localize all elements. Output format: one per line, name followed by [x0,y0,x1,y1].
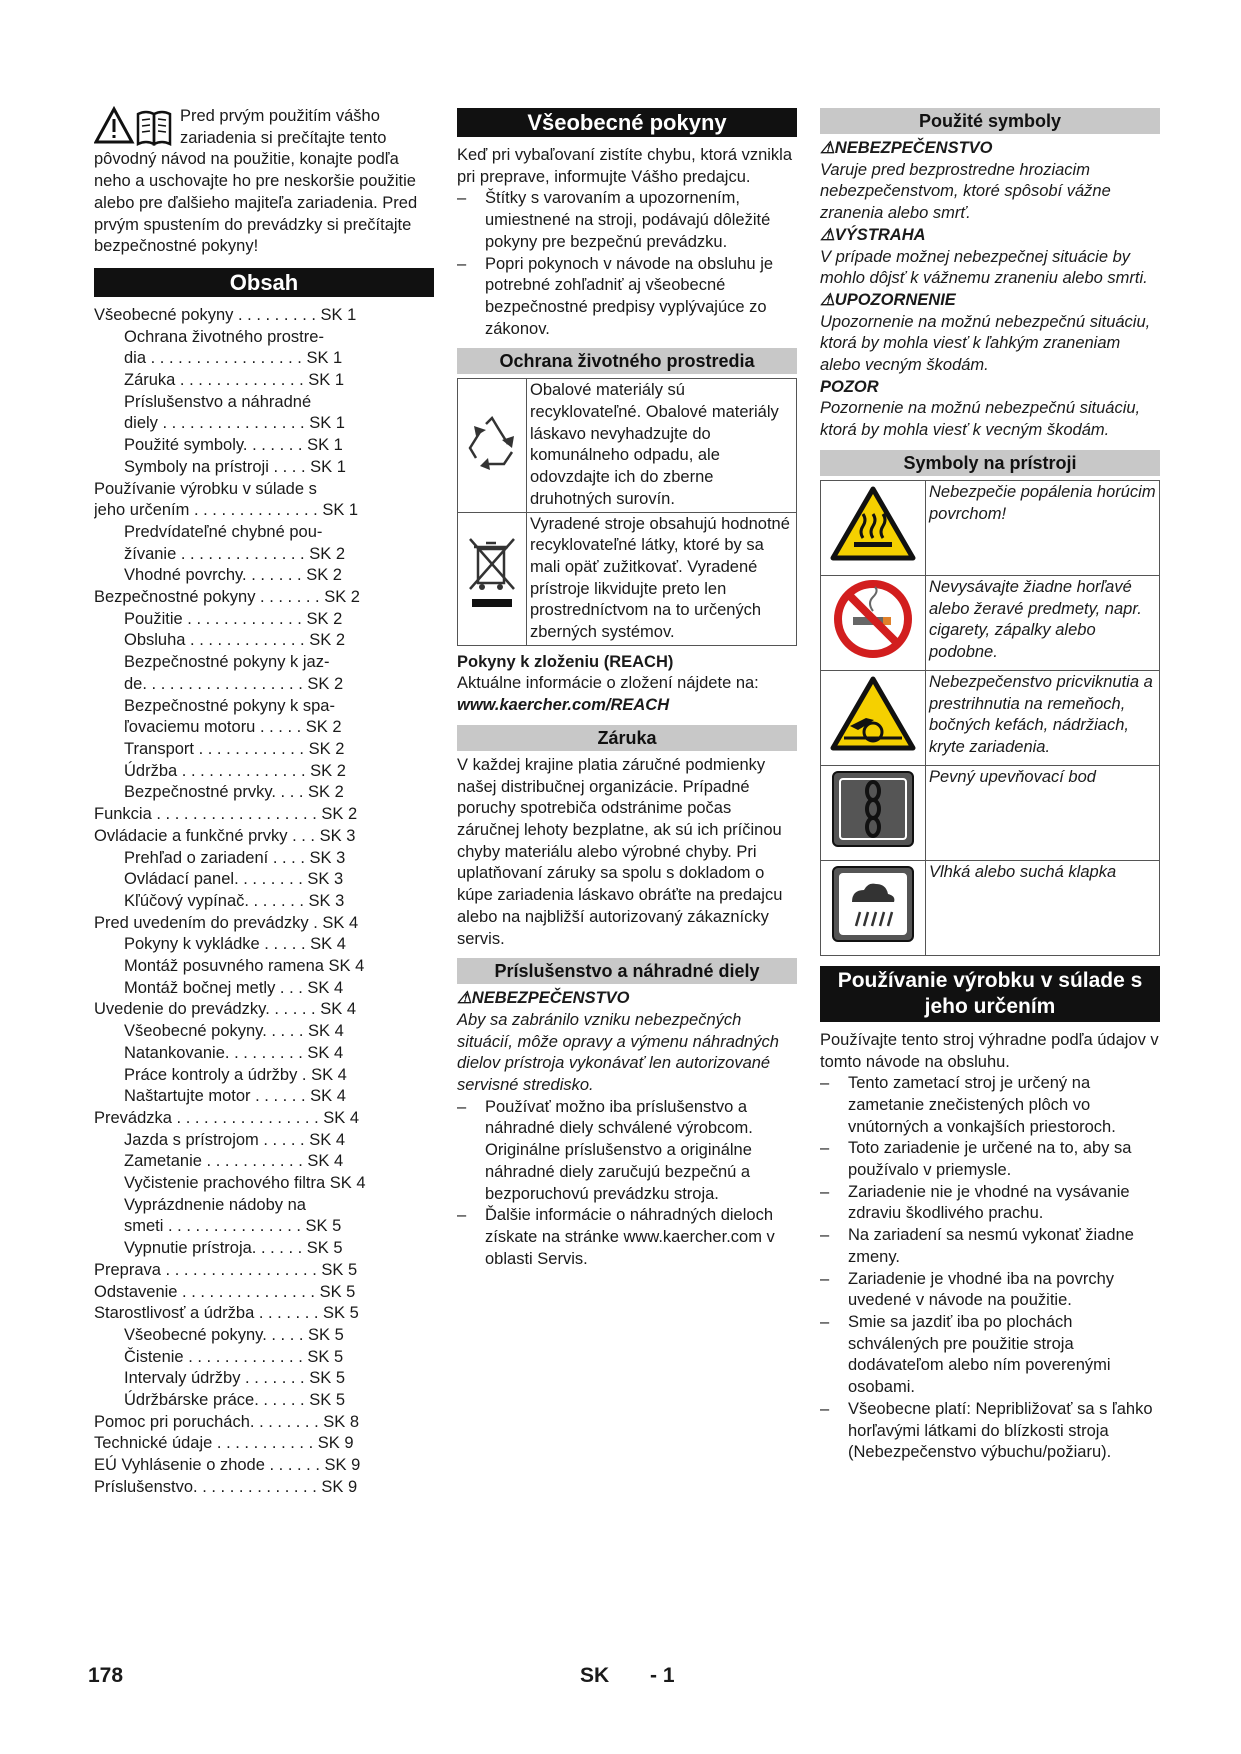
table-row [458,512,797,645]
reach-text: Aktuálne informácie o zložení nájdete na: [457,674,759,693]
list-item: – Ďalšie informácie o náhradných dieloch získate na stránke www.kaercher.com v oblasti Servis. [457,1205,797,1270]
column-3 [820,106,1160,1464]
toc-entry[interactable]: Údržbárske práce. . . . . . SK 5 [124,1391,346,1410]
toc-entry[interactable]: Uvedenie do prevádzky. . . . . . SK 4 [94,1000,356,1019]
toc-entry[interactable]: Natankovanie. . . . . . . . . SK 4 [124,1043,344,1062]
symbols-heading: Použité symboly [820,108,1160,134]
toc-entry[interactable]: EÚ Vyhlásenie o zhode . . . . . . SK 9 [94,1456,361,1475]
toc-entry[interactable]: Intervaly údržby . . . . . . . SK 5 [124,1369,346,1388]
toc-entry[interactable]: Vypnutie prístroja. . . . . . SK 5 [124,1239,343,1258]
toc-entry[interactable]: Bezpečnostné pokyny . . . . . . . SK 2 [94,588,360,607]
toc-entry[interactable]: smeti . . . . . . . . . . . . . . . SK 5 [124,1217,342,1236]
warning-triangle-icon: ⚠ [820,290,835,309]
table-of-contents [94,305,434,1499]
toc-entry[interactable]: Prehľad o zariadení . . . . SK 3 [124,848,346,867]
section-page-number: - 1 [650,1664,675,1687]
toc-entry[interactable]: Transport . . . . . . . . . . . . SK 2 [124,739,345,758]
list-item: – Toto zariadenie je určené na to, aby sa používalo v priemysle. [820,1138,1160,1181]
toc-entry[interactable]: Príslušenstvo a náhradné [124,392,312,411]
wet-dry-flap-icon [821,860,926,955]
intro-block [94,106,434,258]
toc-entry[interactable]: Všeobecné pokyny . . . . . . . . . SK 1 [94,305,357,324]
list-item: – Všeobecne platí: Nepribližovať sa s ľahko horľavými látkami do blízkosti stroja (Nebezpečenstvo výbuchu/požiaru). [820,1399,1160,1464]
accessories-warning-label: ⚠NEBEZPEČENSTVO [457,989,630,1008]
toc-entry[interactable]: Ovládacie a funkčné prvky . . . SK 3 [94,826,356,845]
page-number: 178 [88,1664,124,1687]
symbol-entry: ⚠NEBEZPEČENSTVO Varuje pred bezprostredne hroziacim nebezpečenstvom, ktoré spôsobí vážne zranenia alebo smrť. [820,139,1111,223]
toc-entry[interactable]: Údržba . . . . . . . . . . . . . . SK 2 [124,761,346,780]
toc-entry[interactable]: diely . . . . . . . . . . . . . . . . SK 1 [124,414,345,433]
list-item: – Smie sa jazdiť iba po plochách schválených pre použitie stroja dodávateľom alebo ním poverenými osobami. [820,1312,1160,1399]
toc-entry[interactable]: Používanie výrobku v súlade s [94,479,317,498]
env-disposal-text: Vyradené stroje obsahujú hodnotné recyklovateľné látky, ktoré by sa mali opäť zužitkovať. Vyradené prístroje likvidujte preto len prostredníctvom na to určených zberných systémov. [527,512,797,645]
toc-entry[interactable]: Ovládací panel. . . . . . . . SK 3 [124,870,344,889]
env-recycle-text: Obalové materiály sú recyklovateľné. Obalové materiály láskavo nevyhadzujte do komunálneho odpadu, ale odovzdajte ich do zberne druhotných surovín. [527,379,797,512]
toc-entry[interactable]: Použité symboly. . . . . . . SK 1 [124,436,343,455]
warning-triangle-icon: ⚠ [457,989,472,1008]
reach-heading: Pokyny k zloženiu (REACH) [457,652,674,671]
accessories-heading: Príslušenstvo a náhradné diely [457,958,797,984]
crossed-bin-icon [458,512,527,645]
toc-entry[interactable]: Vhodné povrchy. . . . . . . SK 2 [124,566,342,585]
lashing-point-icon [821,765,926,860]
column-1 [94,106,434,1499]
list-item: – Zariadenie je vhodné iba na povrchy uvedené v návode na použitie. [820,1269,1160,1312]
toc-entry[interactable]: Technické údaje . . . . . . . . . . . SK 9 [94,1434,354,1453]
toc-entry[interactable]: Obsluha . . . . . . . . . . . . . SK 2 [124,631,346,650]
warning-triangle-icon: ⚠ [820,139,835,157]
toc-entry[interactable]: Ochrana životného prostre- [124,327,324,346]
toc-entry[interactable]: ľovaciemu motoru . . . . . SK 2 [124,718,342,737]
toc-entry[interactable]: Odstavenie . . . . . . . . . . . . . . . SK 5 [94,1282,356,1301]
list-item: – Na zariadení sa nesmú vykonať žiadne zmeny. [820,1225,1160,1268]
table-row: Pevný upevňovací bod [821,765,1160,860]
toc-entry[interactable]: Všeobecné pokyny. . . . . SK 4 [124,1022,344,1041]
no-flammables-icon [821,575,926,670]
toc-entry[interactable]: de. . . . . . . . . . . . . . . . . . SK 2 [124,674,344,693]
toc-entry[interactable]: Všeobecné pokyny. . . . . SK 5 [124,1325,344,1344]
toc-entry[interactable]: žívanie . . . . . . . . . . . . . . SK 2 [124,544,345,563]
toc-entry[interactable]: Pokyny k vykládke . . . . . SK 4 [124,935,346,954]
toc-entry[interactable]: Vyčistenie prachového filtra SK 4 [124,1174,366,1193]
symbol-entry: POZOR Pozornenie na možnú nebezpečnú situáciu, ktorá by mohla viesť k vecným škodám. [820,377,1141,440]
toc-entry[interactable]: Čistenie . . . . . . . . . . . . . SK 5 [124,1347,344,1366]
table-row: Nebezpečenstvo pricviknutia a prestrihnutia na remeňoch, bočných kefách, nádržiach, kryte zariadenia. [821,670,1160,765]
warning-manual-icon [94,106,176,146]
accessories-warning-text: Aby sa zabránilo vzniku nebezpečných situácií, môže opravy a výmenu náhradných dielov prístroja vykonávať len autorizované servisné stredisko. [457,1010,779,1095]
intended-use-text: Používajte tento stroj výhradne podľa údajov v tomto návode na obsluhu. [820,1030,1159,1071]
language-code: SK [580,1664,610,1687]
toc-entry[interactable]: Symboly na prístroji . . . . SK 1 [124,457,346,476]
list-item: – Tento zametací stroj je určený na zametanie znečistených plôch vo vnútorných a vonkajších priestoroch. [820,1073,1160,1138]
toc-entry[interactable]: Práce kontroly a údržby . SK 4 [124,1065,347,1084]
hot-surface-warning-icon [821,480,926,575]
toc-entry[interactable]: Funkcia . . . . . . . . . . . . . . . . . . SK 2 [94,805,358,824]
list-item: – Popri pokynoch v návode na obsluhu je potrebné zohľadniť aj všeobecné bezpečnostné predpisy vyplývajúce zo zákonov. [457,254,797,341]
symbol-entry: ⚠UPOZORNENIE Upozornenie na možnú nebezpečnú situáciu, ktorá by mohla viesť k ľahkým zraneniam alebo vecným škodám. [820,290,1151,375]
recycling-icon [458,379,527,512]
general-text: Keď pri vybaľovaní zistíte chybu, ktorá vznikla pri preprave, informujte Vášho predajcu. [457,146,793,186]
toc-entry[interactable]: Jazda s prístrojom . . . . . SK 4 [124,1130,345,1149]
toc-entry[interactable]: Starostlivosť a údržba . . . . . . . SK 5 [94,1304,359,1323]
toc-entry[interactable]: Prevádzka . . . . . . . . . . . . . . . . SK 4 [94,1108,360,1127]
toc-entry[interactable]: Naštartujte motor . . . . . . SK 4 [124,1087,346,1106]
toc-entry[interactable]: Bezpečnostné prvky. . . . SK 2 [124,783,344,802]
warranty-text: V každej krajine platia záručné podmienky našej distribučnej organizácie. Prípadné poruchy spotrebiča odstránime počas záručnej lehoty bezplatne, ak sú ich príčinou chyby materiálu alebo výrobné chyby. Pri uplatňovaní záruky sa spolu s dokladom o kúpe zariadenia láskavo obráťte na predajcu alebo na najbližší autorizovaný zákaznícky servis. [457,755,783,948]
toc-entry[interactable]: Záruka . . . . . . . . . . . . . . SK 1 [124,371,345,390]
toc-entry[interactable]: Kľúčový vypínač. . . . . . . SK 3 [124,891,345,910]
env-table [457,378,797,645]
reach-link[interactable]: www.kaercher.com/REACH [457,696,670,715]
toc-entry[interactable]: dia . . . . . . . . . . . . . . . . . SK 1 [124,349,343,368]
list-item: – Štítky s varovaním a upozornením, umiestnené na stroji, podávajú dôležité pokyny pre bezpečnú prevádzku. [457,188,797,253]
list-item: – Používať možno iba príslušenstvo a náhradné diely schválené výrobcom. Originálne príslušenstvo a originálne náhradné diely zaručujú bezpečnú a bezporuchovú prevádzku stroja. [457,1097,797,1206]
toc-heading: Obsah [94,268,434,297]
toc-entry[interactable]: Preprava . . . . . . . . . . . . . . . . . SK 5 [94,1260,358,1279]
toc-entry[interactable]: jeho určením . . . . . . . . . . . . . . SK 1 [94,501,359,520]
toc-entry[interactable]: Pomoc pri poruchách. . . . . . . . SK 8 [94,1412,360,1431]
toc-entry[interactable]: Montáž posuvného ramena SK 4 [124,957,365,976]
warranty-heading: Záruka [457,725,797,751]
toc-entry[interactable]: Vyprázdnenie nádoby na [124,1195,306,1214]
table-row: Nebezpečie popálenia horúcim povrchom! [821,480,1160,575]
intended-use-heading: Používanie výrobku v súlade s jeho určením [820,966,1160,1022]
toc-entry[interactable]: Predvídateľné chybné pou- [124,522,323,541]
table-row: Vlhká alebo suchá klapka [821,860,1160,955]
general-heading: Všeobecné pokyny [457,108,797,137]
toc-entry[interactable]: Príslušenstvo. . . . . . . . . . . . . . SK 9 [94,1477,358,1496]
table-row: Nevysávajte žiadne horľavé alebo žeravé predmety, napr. cigarety, zápalky alebo podobne. [821,575,1160,670]
table-row [458,379,797,512]
toc-entry[interactable]: Montáž bočnej metly . . . SK 4 [124,978,344,997]
intro-text: Pred prvým použitím vášho zariadenia si prečítajte tento pôvodný návod na použitie, konajte podľa neho a uschovajte ho pre neskoršie použitie alebo pre ďalšieho majiteľa zariadenia. Pred prvým spustením do prevádzky si prečítajte bezpečnostné pokyny! [94,107,418,256]
column-2 [457,106,797,1270]
list-item: – Zariadenie nie je vhodné na vysávanie zdraviu škodlivého prachu. [820,1182,1160,1225]
toc-entry[interactable]: Bezpečnostné pokyny k jaz- [124,653,330,672]
warning-triangle-icon: ⚠ [820,225,835,244]
toc-entry[interactable]: Bezpečnostné pokyny k spa- [124,696,335,715]
device-symbols-heading: Symboly na prístroji [820,450,1160,476]
env-heading: Ochrana životného prostredia [457,348,797,374]
toc-entry[interactable]: Použitie . . . . . . . . . . . . . SK 2 [124,609,343,628]
toc-entry[interactable]: Pred uvedením do prevádzky . SK 4 [94,913,359,932]
device-symbols-table [820,480,1160,956]
symbol-entry: ⚠VÝSTRAHA V prípade možnej nebezpečnej situácie by mohlo dôjsť k vážnemu zraneniu alebo smrti. [820,225,1148,288]
entanglement-warning-icon [821,670,926,765]
toc-entry[interactable]: Zametanie . . . . . . . . . . . SK 4 [124,1152,344,1171]
